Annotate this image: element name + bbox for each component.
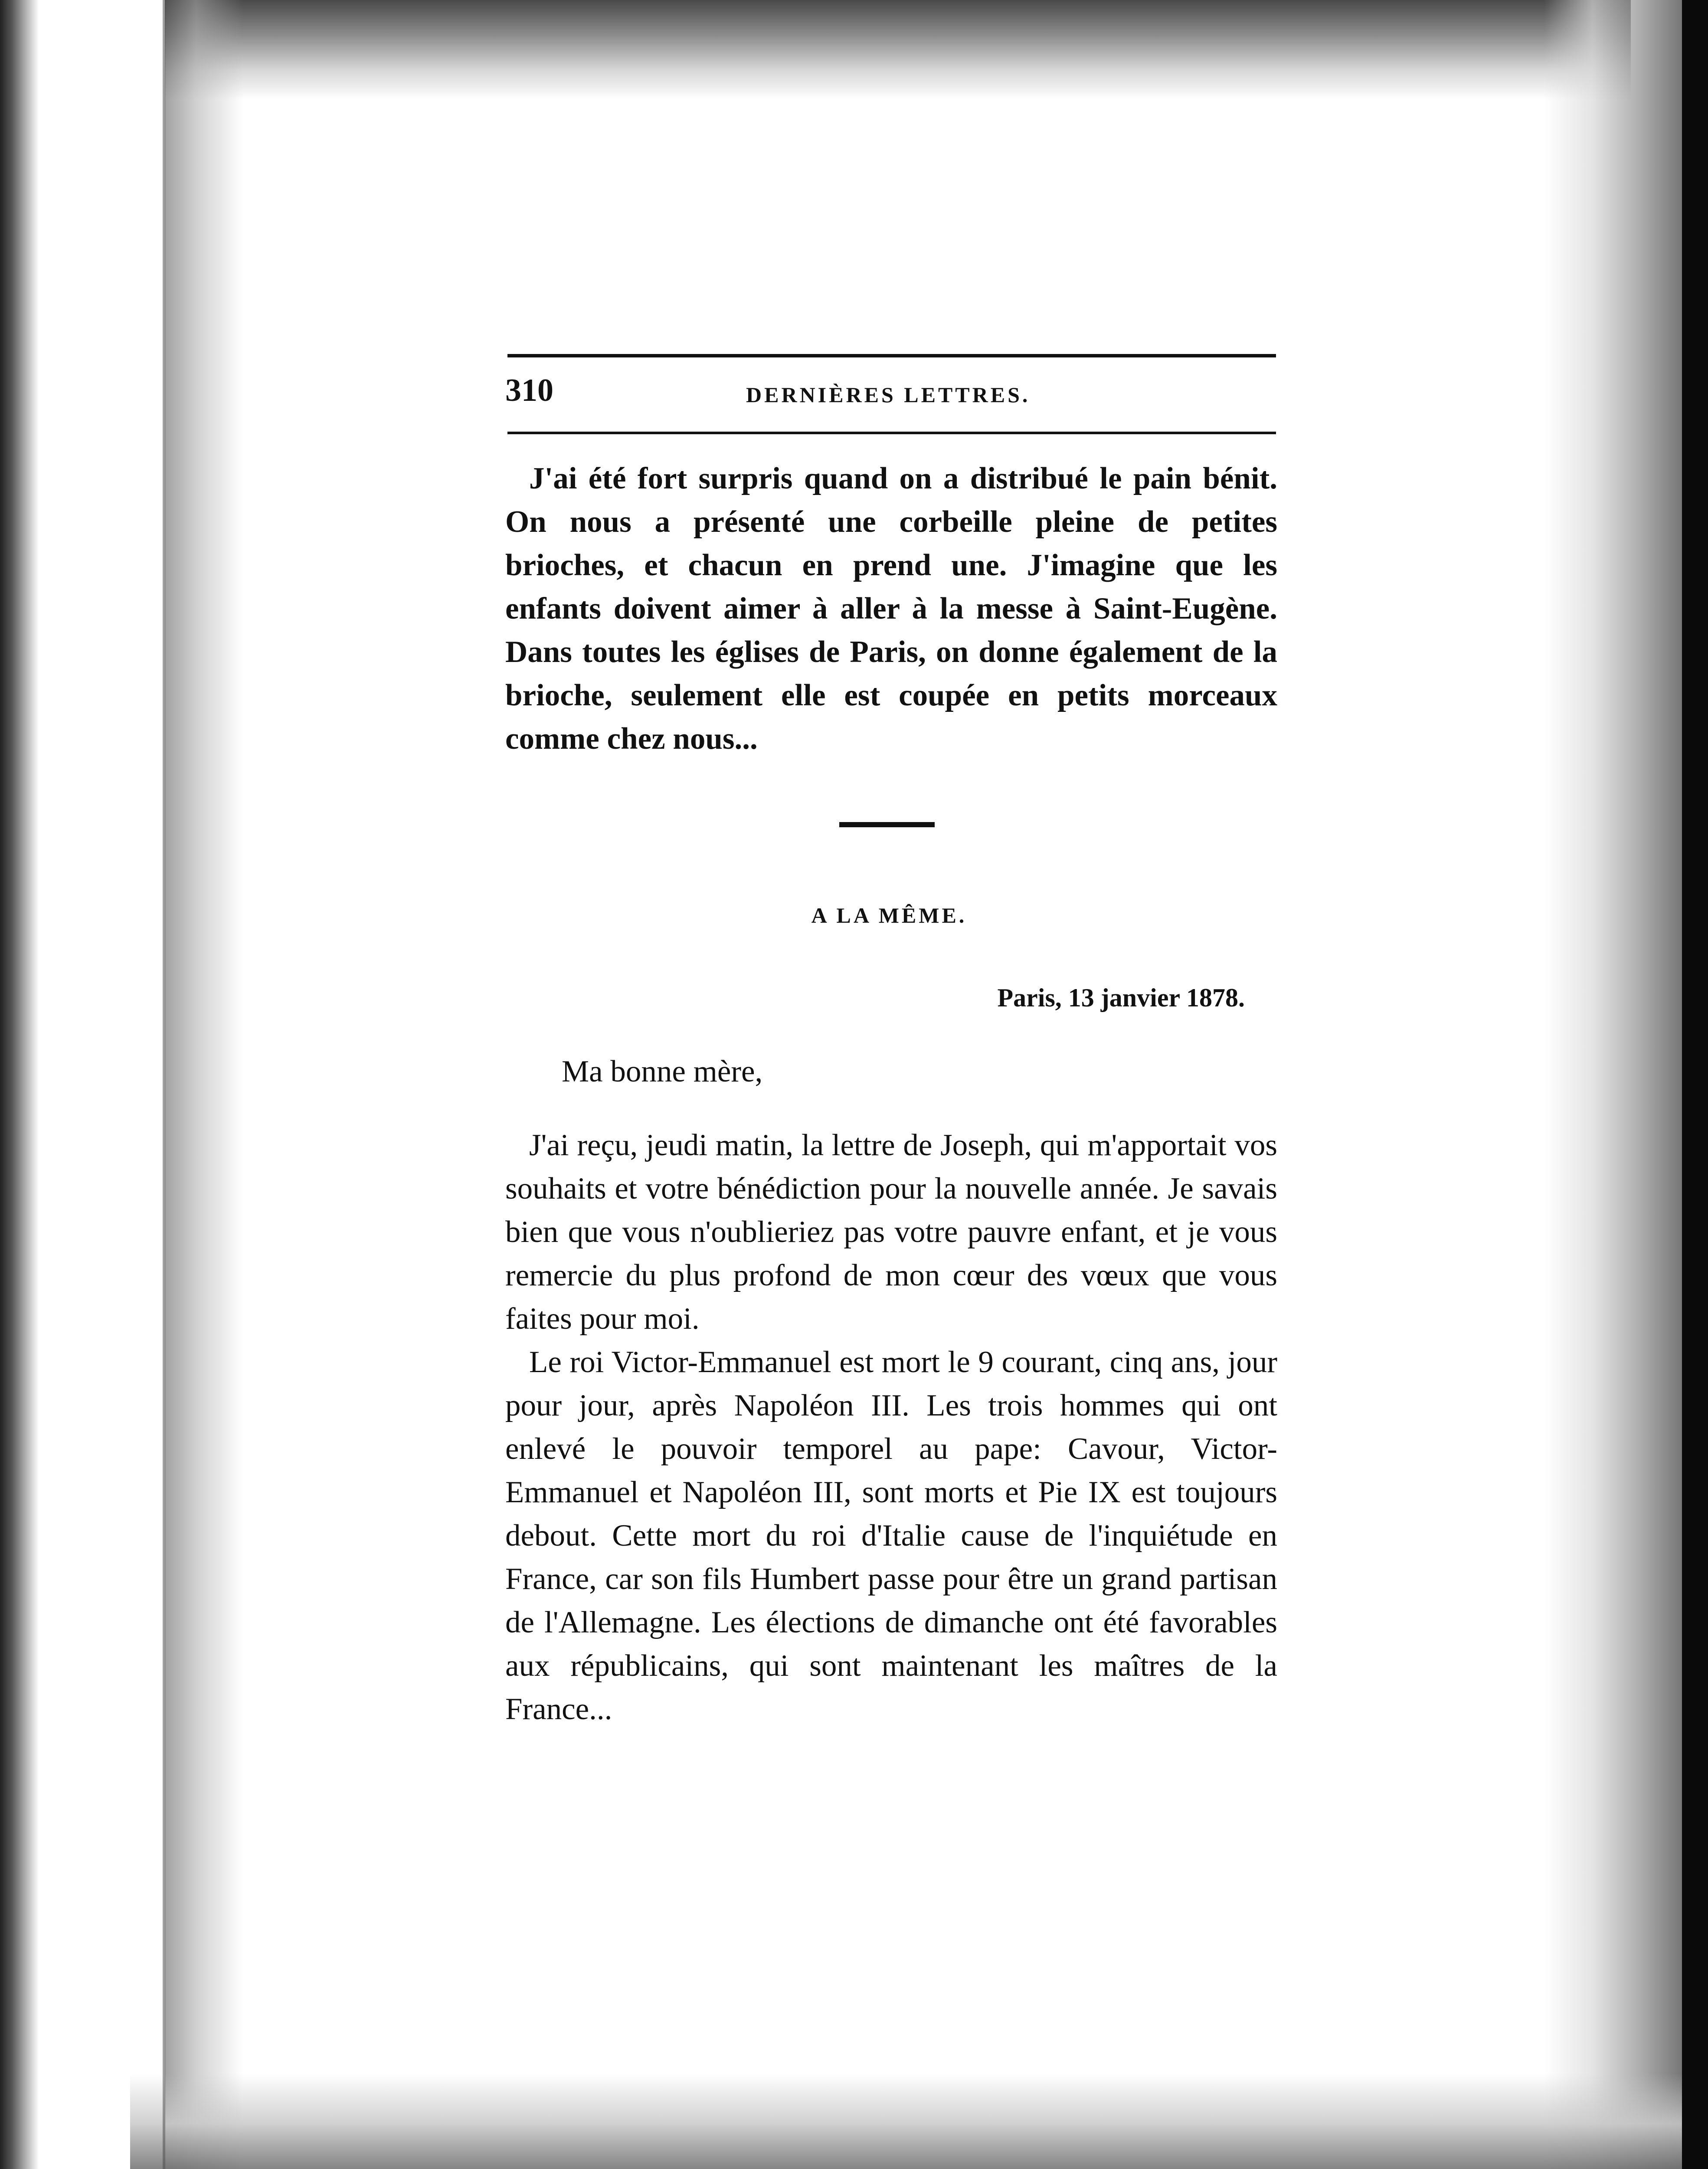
header-rule-top [507,354,1276,357]
section-divider [839,822,935,827]
page-number: 310 [505,373,553,408]
scan-edge-right [1682,0,1708,2169]
body-paragraph-2: J'ai reçu, jeudi matin, la lettre de Joseph, qui m'apportait vos souhaits et votre bénédiction pour la nouvelle année. Je savais bien que vous n'oublieriez pas votre pauvre enfant, et je vous remercie du plus profond de mon cœur des vœux que vous faites pour moi. [505,1128,1277,1336]
scan-shadow-top [165,0,1631,100]
letter-heading: A LA MÊME. [811,903,967,927]
scan-shadow-bottom [130,2074,1683,2169]
letter-dateline: Paris, 13 janvier 1878. [997,983,1245,1012]
scan-shadow-right [1544,0,1683,2169]
scan-edge-left [0,0,39,2169]
header-rule-bottom [507,432,1276,434]
scan-shadow-left [165,0,243,2169]
page-edge-line [163,0,165,2169]
body-paragraph-3: Le roi Victor-Emmanuel est mort le 9 courant, cinq ans, jour pour jour, après Napoléon III. Les trois hommes qui ont enlevé le pouvoir temporel au pape: Cavour, Victor-Emmanuel et Napoléon III, sont morts et Pie IX est toujours debout. Cette mort du roi d'Italie cause de l'inquiétude en France, car son fils Humbert passe pour être un grand partisan de l'Allemagne. Les élections de dimanche ont été favorables aux républicains, qui sont maintenant les maîtres de la France... [505,1345,1277,1726]
body-paragraph-1: J'ai été fort surpris quand on a distribué le pain bénit. On nous a présenté une corbeille pleine de petites brioches, et chacun en prend une. J'imagine que les enfants doivent aimer à aller à la messe à Saint-Eugène. Dans toutes les églises de Paris, on donne également de la brioche, seulement elle est coupée en petits morceaux comme chez nous... [505,462,1277,756]
running-title: DERNIÈRES LETTRES. [746,383,1031,407]
letter-salutation: Ma bonne mère, [562,1055,763,1088]
